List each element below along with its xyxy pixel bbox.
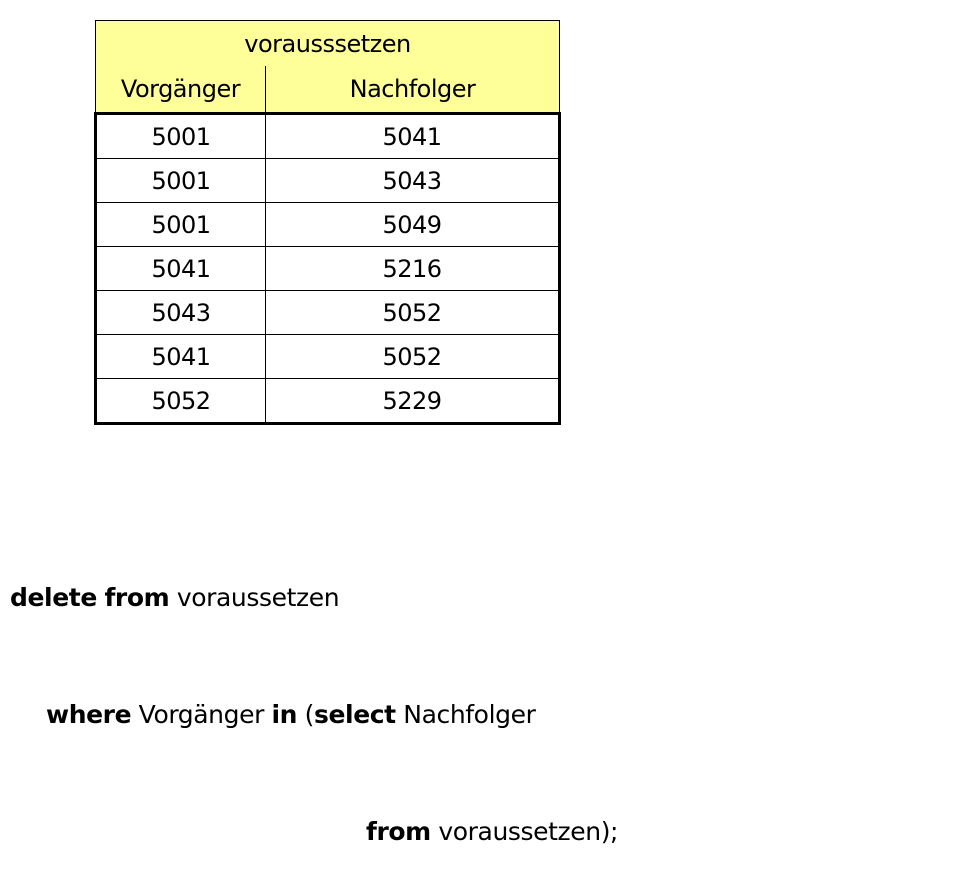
table-row [96, 114, 560, 159]
column-header-vorgaenger: Vorgänger [96, 66, 266, 114]
sql-subquery-table: voraussetzen); [430, 817, 619, 846]
sql-statement [10, 500, 618, 890]
table-row [96, 247, 560, 291]
sql-select-column: Nachfolger [395, 700, 536, 729]
cell-vorgaenger: 5001 [96, 159, 266, 203]
sql-line-delete [10, 578, 618, 617]
column-header-nachfolger: Nachfolger [266, 66, 560, 114]
cell-nachfolger: 5052 [266, 335, 560, 379]
table-row [96, 335, 560, 379]
sql-keyword-from-sub: from [366, 817, 431, 846]
table-row [96, 159, 560, 203]
sql-paren: ( [297, 700, 314, 729]
sql-keyword-in: in [271, 700, 298, 729]
cell-vorgaenger: 5001 [96, 203, 266, 247]
cell-nachfolger: 5041 [266, 114, 560, 159]
sql-keyword-from: from [104, 583, 170, 612]
sql-keyword-delete: delete [10, 583, 97, 612]
sql-keyword-select: select [313, 700, 396, 729]
cell-nachfolger: 5229 [266, 379, 560, 424]
cell-vorgaenger: 5041 [96, 247, 266, 291]
cell-vorgaenger: 5043 [96, 291, 266, 335]
cell-nachfolger: 5052 [266, 291, 560, 335]
cell-nachfolger: 5216 [266, 247, 560, 291]
cell-vorgaenger: 5041 [96, 335, 266, 379]
table-row [96, 203, 560, 247]
table-row [96, 379, 560, 424]
cell-vorgaenger: 5052 [96, 379, 266, 424]
table-title-row [96, 21, 560, 67]
table-title: vorausssetzen [96, 21, 560, 67]
sql-column-name: Vorgänger [131, 700, 272, 729]
sql-line-subquery-from [10, 812, 618, 851]
cell-nachfolger: 5049 [266, 203, 560, 247]
cell-vorgaenger: 5001 [96, 114, 266, 159]
voraussetzen-table [94, 20, 561, 425]
table-row [96, 291, 560, 335]
cell-nachfolger: 5043 [266, 159, 560, 203]
sql-keyword-where: where [46, 700, 132, 729]
sql-line-where [10, 695, 618, 734]
sql-table-name: voraussetzen [169, 583, 340, 612]
table-header-row [96, 66, 560, 114]
